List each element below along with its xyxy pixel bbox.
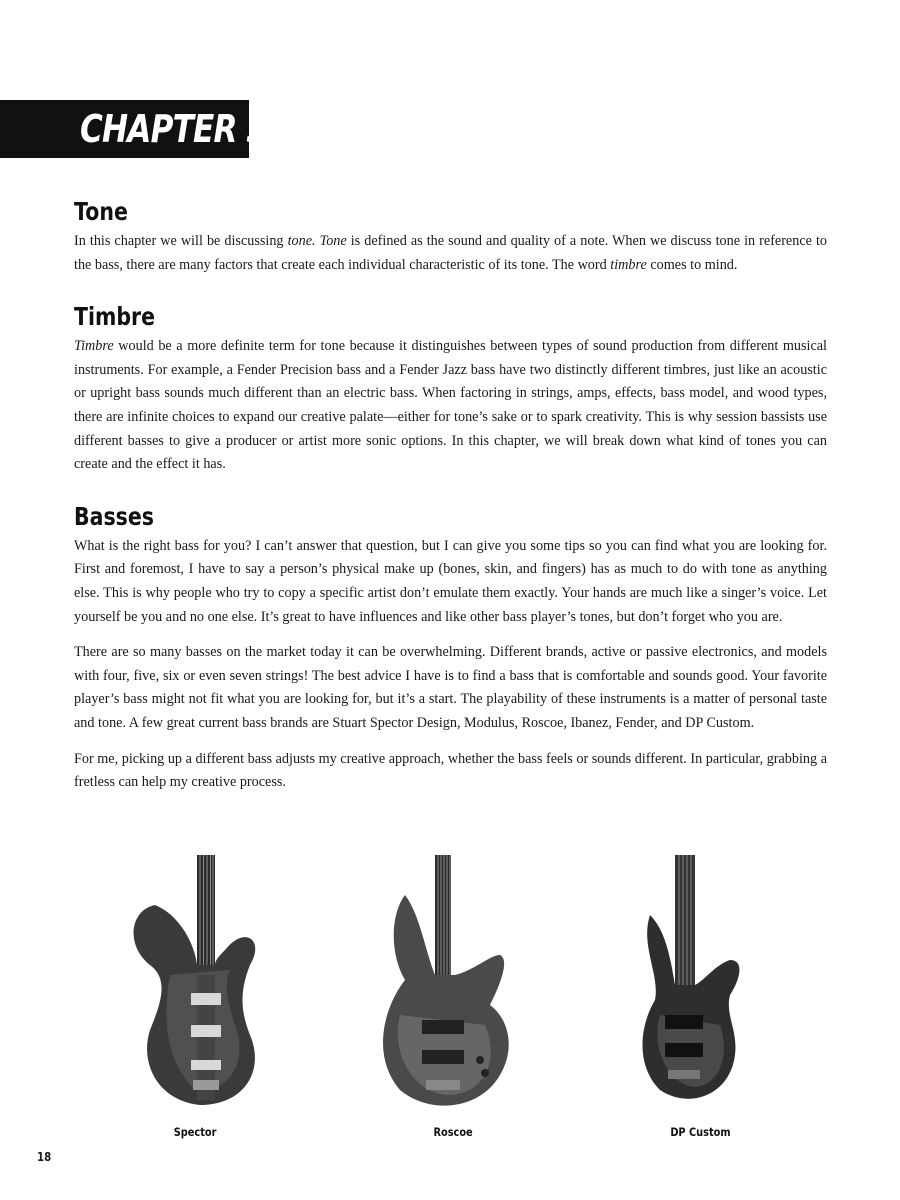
roscoe-bass-photo <box>370 855 520 1120</box>
section-basses <box>74 501 827 795</box>
section-heading: Tone <box>74 197 128 226</box>
chapter-title: CHAPTER 3 <box>80 107 268 151</box>
photo-caption-roscoe: Roscoe <box>433 1125 473 1139</box>
emphasized-term: timbre <box>610 256 647 273</box>
emphasized-term: tone. <box>287 233 316 249</box>
spector-bass-photo <box>125 855 275 1120</box>
paragraph: There are so many basses on the market today it can be overwhelming. Different brands, active or passive electronics, and models with four, five, six or even seven strings! The best advice I have is to find a bass that is comfortable and sounds good. Your favorite player’s bass might not fit what you are looking for, but it’s a start. The playability of these instruments is a matter of personal taste and tone. A few great current bass brands are Stuart Spector Design, Modulus, Roscoe, Ibanez, Fender, and DP Custom. <box>74 644 827 731</box>
section-timbre <box>74 301 827 477</box>
emphasized-term: Tone <box>319 233 347 249</box>
bass-photos <box>100 855 800 1155</box>
paragraph: For me, picking up a different bass adjusts my creative approach, whether the bass feels or sounds different. In particular, grabbing a fretless can help my creative process. <box>74 750 827 791</box>
photo-caption-spector: Spector <box>173 1125 217 1139</box>
section-heading: Basses <box>74 501 154 531</box>
dp-custom-bass-photo <box>620 855 770 1120</box>
page-content <box>74 196 827 819</box>
photo-caption-dp-custom: DP Custom <box>670 1125 731 1139</box>
paragraph: In this chapter we will be discussing tone. Tone is defined as the sound and quality of a note. When we discuss tone in reference to the bass, there are many factors that create each individual characteristic of its tone. The word timbre comes to mind. <box>74 233 828 273</box>
page-number: 18 <box>37 1150 52 1164</box>
paragraph: Timbre would be a more definite term for tone because it distinguishes between types of sound production from different musical instruments. For example, a Fender Precision bass and a Fender Jazz bass have two distinctly different timbres, just like an acoustic or upright bass sounds much different than an electric bass. When factoring in strings, amps, effects, bass model, and wood types, there are infinite choices to expand our creative palate—either for tone’s sake or to spark creativity. This is why session bassists use different basses to give a producer or artist more sonic options. In this chapter, we will break down what kind of tones you can create and the effect it has. <box>74 338 827 473</box>
emphasized-term: Timbre <box>74 338 114 355</box>
paragraph: What is the right bass for you? I can’t answer that question, but I can give you some tips so you can find what you are looking for. First and foremost, I have to say a person’s physical make up (bones, skin, and fingers) has as much to do with tone as anything else. This is why people who try to copy a specific artist don’t emulate them exactly. Your hands are much like a singer’s voice. Let yourself be you and no one else. It’s great to have influences and like other bass player’s tones, but don’t forget who you are. <box>74 537 827 625</box>
section-tone <box>74 196 827 277</box>
section-heading: Timbre <box>74 302 156 332</box>
